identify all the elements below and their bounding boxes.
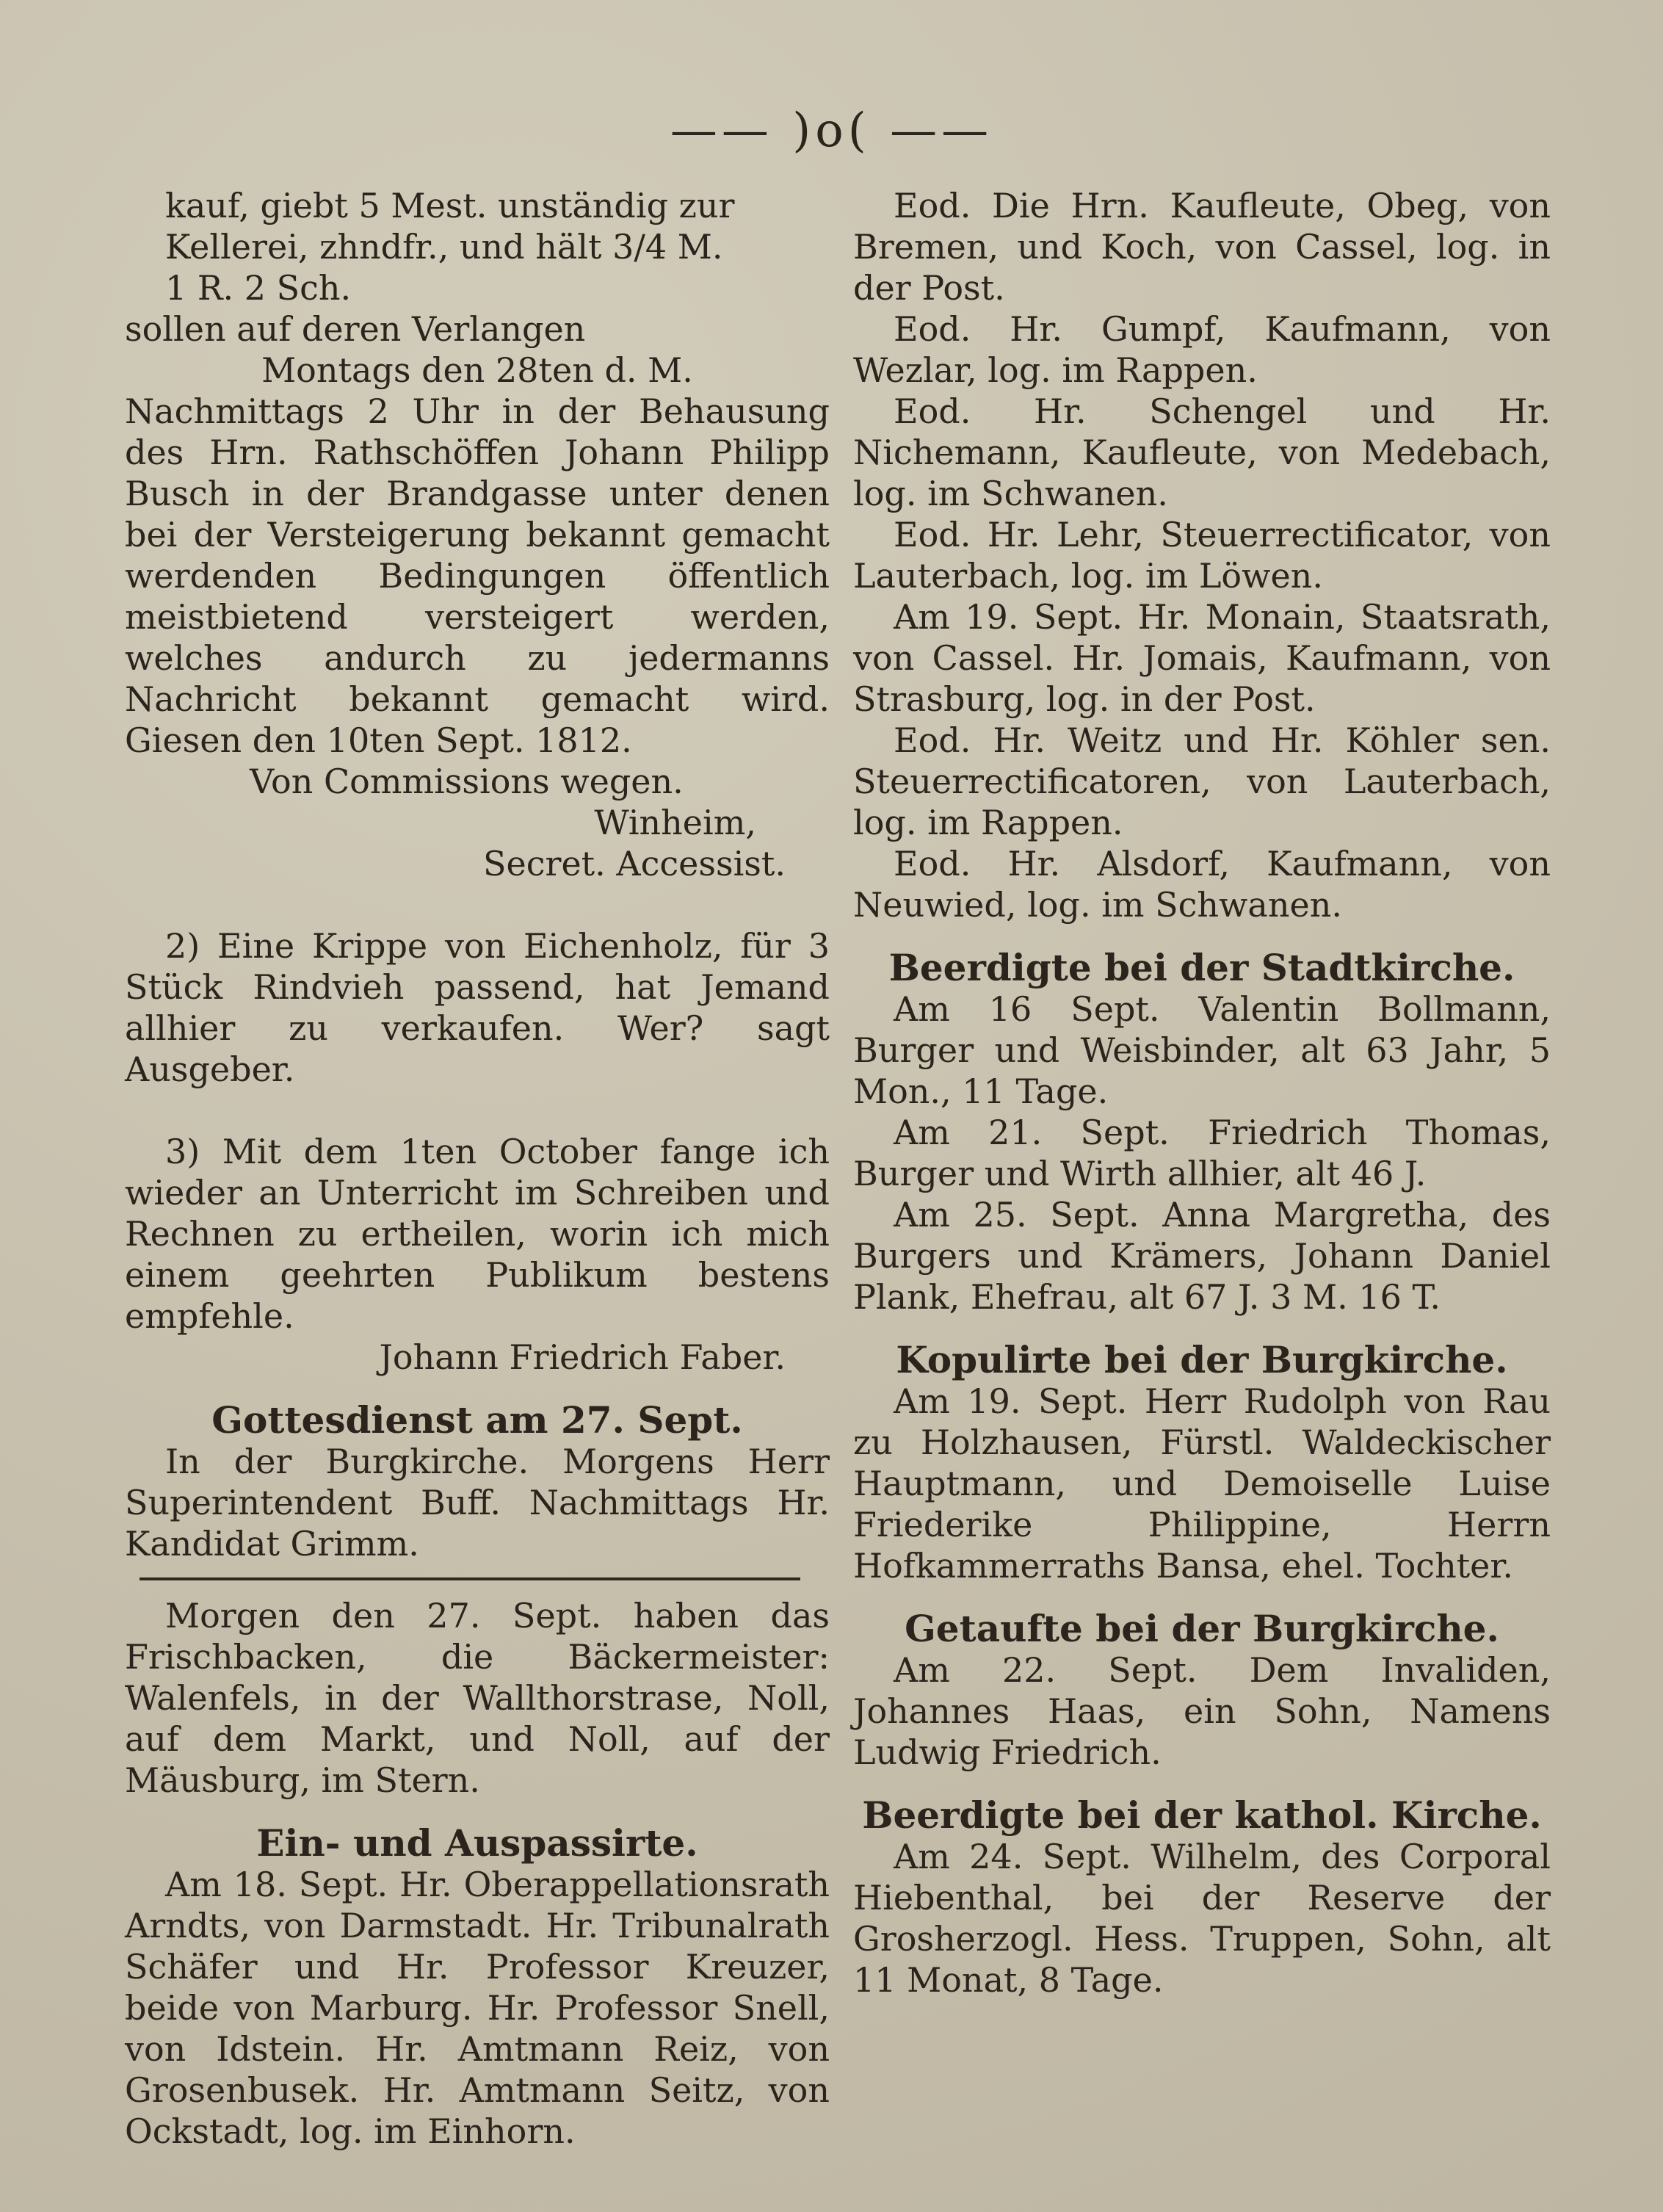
- auction-notice: [125, 185, 830, 884]
- traveler-entry: Eod. Die Hrn. Kaufleute, Obeg, von Bremen, und Koch, von Cassel, log. in der Post.: [853, 186, 1551, 308]
- burial-entry: Am 21. Sept. Friedrich Thomas, Burger und Wirth allhier, alt 46 J.: [853, 1113, 1551, 1193]
- service-text: In der Burgkirche. Morgens Herr Superintendent Buff. Nachmittags Hr. Kandidat Grimm.: [125, 1442, 830, 1564]
- auction-signer-title: Secret. Accessist.: [482, 844, 786, 883]
- section-divider: [140, 1577, 800, 1580]
- burials-city-heading: Beerdigte bei der Stadtkirche.: [888, 946, 1515, 989]
- burials-catholic-text: Am 24. Sept. Wilhelm, des Corporal Hiebenthal, bei der Reserve der Grosherzogl. Hess. Truppen, Sohn, alt 11 Monat, 8 Tage.: [853, 1837, 1551, 2000]
- auction-body: sollen auf deren Verlangen: [125, 309, 586, 349]
- auction-body-2: Nachmittags 2 Uhr in der Behausung des Hrn. Rathschöffen Johann Philipp Busch in der Brandgasse unter denen bei der Versteigerung bekannt gemacht werdenden Bedingungen öffentlich meistbietend versteigert werden, welches andurch zu jedermanns Nachricht bekannt gemacht wird. Giesen den 10ten Sept. 1812.: [125, 391, 830, 760]
- bakers-notice: Morgen den 27. Sept. haben das Frischbacken, die Bäckermeister: Walenfels, in der Wallthorstrase, Noll, auf dem Markt, und Noll, auf der Mäusburg, im Stern.: [125, 1596, 830, 1800]
- travelers-continued: [853, 185, 1551, 925]
- page-marker: —— )o( ——: [670, 104, 993, 158]
- page-header: [0, 94, 1663, 167]
- auction-line-3: 1 R. 2 Sch.: [165, 268, 352, 308]
- ad-unterricht-signature: Johann Friedrich Faber.: [379, 1337, 786, 1377]
- baptisms-heading: Getaufte bei der Burgkirche.: [905, 1607, 1499, 1650]
- service-section: [125, 1400, 830, 1564]
- auction-line-2: Kellerei, zhndfr., und hält 3/4 M.: [165, 227, 723, 267]
- traveler-entry: Eod. Hr. Weitz und Hr. Köhler sen. Steuerrectificatoren, von Lauterbach, log. im Rappen.: [853, 720, 1551, 842]
- burial-entry: Am 25. Sept. Anna Margretha, des Burgers und Krämers, Johann Daniel Plank, Ehefrau, alt 67 J. 3 M. 16 T.: [853, 1195, 1551, 1317]
- right-column: [853, 185, 1551, 2000]
- burials-city-section: [853, 947, 1551, 1318]
- baptisms-text: Am 22. Sept. Dem Invaliden, Johannes Haas, ein Sohn, Namens Ludwig Friedrich.: [853, 1650, 1551, 1772]
- travelers-heading: Ein- und Auspassirte.: [256, 1821, 698, 1865]
- traveler-entry: Eod. Hr. Gumpf, Kaufmann, von Wezlar, log. im Rappen.: [853, 309, 1551, 390]
- auction-date: Montags den 28ten d. M.: [261, 350, 693, 390]
- traveler-entry: Am 19. Sept. Hr. Monain, Staatsrath, von Cassel. Hr. Jomais, Kaufmann, von Strasburg, log. in der Post.: [853, 597, 1551, 719]
- travelers-text: Am 18. Sept. Hr. Oberappellationsrath Arndts, von Darmstadt. Hr. Tribunalrath Schäfer und Hr. Professor Kreuzer, beide von Marburg. Hr. Professor Snell, von Idstein. Hr. Amtmann Reiz, von Grosenbusek. Hr. Amtmann Seitz, von Ockstadt, log. im Einhorn.: [125, 1865, 830, 2151]
- auction-signer-name: Winheim,: [594, 803, 756, 842]
- marriages-text: Am 19. Sept. Herr Rudolph von Rau zu Holzhausen, Fürstl. Waldeckischer Hauptmann, und Demoiselle Luise Friederike Philippine, Herrn Hofkammerraths Bansa, ehel. Tochter.: [853, 1381, 1551, 1586]
- marriages-heading: Kopulirte bei der Burgkirche.: [896, 1338, 1508, 1381]
- auction-line-1: kauf, giebt 5 Mest. unständig zur: [165, 186, 735, 225]
- left-column: [125, 185, 830, 2152]
- burials-catholic-section: [853, 1795, 1551, 2000]
- baptisms-section: [853, 1608, 1551, 1773]
- travelers-section: [125, 1823, 830, 2152]
- service-heading: Gottesdienst am 27. Sept.: [211, 1398, 743, 1442]
- burials-catholic-heading: Beerdigte bei der kathol. Kirche.: [862, 1793, 1542, 1837]
- marriages-section: [853, 1340, 1551, 1586]
- burial-entry: Am 16 Sept. Valentin Bollmann, Burger und Weisbinder, alt 63 Jahr, 5 Mon., 11 Tage.: [853, 989, 1551, 1111]
- ad-krippe: 2) Eine Krippe von Eichenholz, für 3 Stück Rindvieh passend, hat Jemand allhier zu verkaufen. Wer? sagt Ausgeber.: [125, 926, 830, 1089]
- traveler-entry: Eod. Hr. Schengel und Hr. Nichemann, Kaufleute, von Medebach, log. im Schwanen.: [853, 391, 1551, 513]
- ad-unterricht: 3) Mit dem 1ten October fange ich wieder an Unterricht im Schreiben und Rechnen zu ertheilen, worin ich mich einem geehrten Publikum bestens empfehle.: [125, 1132, 830, 1336]
- auction-authority: Von Commissions wegen.: [250, 762, 684, 801]
- traveler-entry: Eod. Hr. Lehr, Steuerrectificator, von Lauterbach, log. im Löwen.: [853, 515, 1551, 596]
- traveler-entry: Eod. Hr. Alsdorf, Kaufmann, von Neuwied, log. im Schwanen.: [853, 844, 1551, 925]
